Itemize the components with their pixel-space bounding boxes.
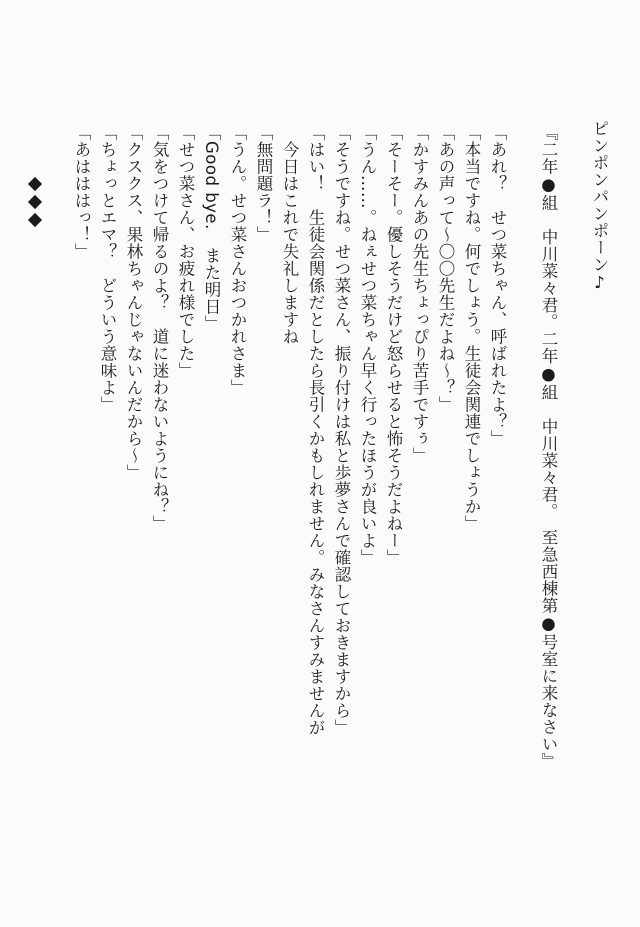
dialogue-line-continuation: 今日はこれで失礼しますね [280, 124, 299, 345]
dialogue-line: 「ちょっとエマ？ どういう意味よ」 [98, 124, 117, 413]
dialogue-line: 「Good bye. また明日」 [202, 124, 221, 332]
dialogue-line: 「あはははっ！」 [72, 124, 91, 260]
dialogue-line: 「はい！ 生徒会関係だとしたら長引くかもしれません。みなさんすみませんが [306, 124, 325, 736]
chime-line: ピンポンパンポーン♪ [590, 120, 609, 293]
dialogue-line: 「せつ菜さん、お疲れ様でした」 [176, 124, 195, 379]
dialogue-line: 「そーそー。優しそうだけど怒らせると怖そうだよねー」 [384, 124, 403, 566]
dialogue-line: 「そうですね。せつ菜さん、振り付けは私と歩夢さんで確認しておきますから」 [332, 124, 351, 736]
diamond-icon [28, 195, 42, 209]
dialogue-line: 「あの声って〜〇〇先生だよね〜？」 [436, 124, 455, 413]
announcement-line: 『二年●組 中川菜々君。二年●組 中川菜々君。 至急西棟第●号室に来なさい』 [539, 124, 558, 770]
dialogue-line: 「無問題ラ！」 [254, 124, 273, 243]
dialogue-line: 「本当ですね。何でしょう。生徒会関連でしょうか」 [462, 124, 481, 532]
diamond-icon [28, 213, 42, 227]
dialogue-line: 「かすみんあの先生ちょっぴり苦手ですぅ」 [410, 124, 429, 464]
section-divider [22, 176, 48, 228]
dialogue-line: 「気をつけて帰るのよ？ 道に迷わないようにね？」 [150, 124, 169, 532]
dialogue-line: 「クスクス、果林ちゃんじゃないんだから〜」 [124, 124, 143, 481]
dialogue-line: 「うん。せつ菜さんおつかれさま」 [228, 124, 247, 396]
dialogue-line: 「うん……。ねぇせつ菜ちゃん早く行ったほうが良いよ」 [358, 124, 377, 566]
dialogue-line: 「あれ？ せつ菜ちゃん、呼ばれたよ？」 [488, 124, 507, 447]
diamond-icon [28, 177, 42, 191]
